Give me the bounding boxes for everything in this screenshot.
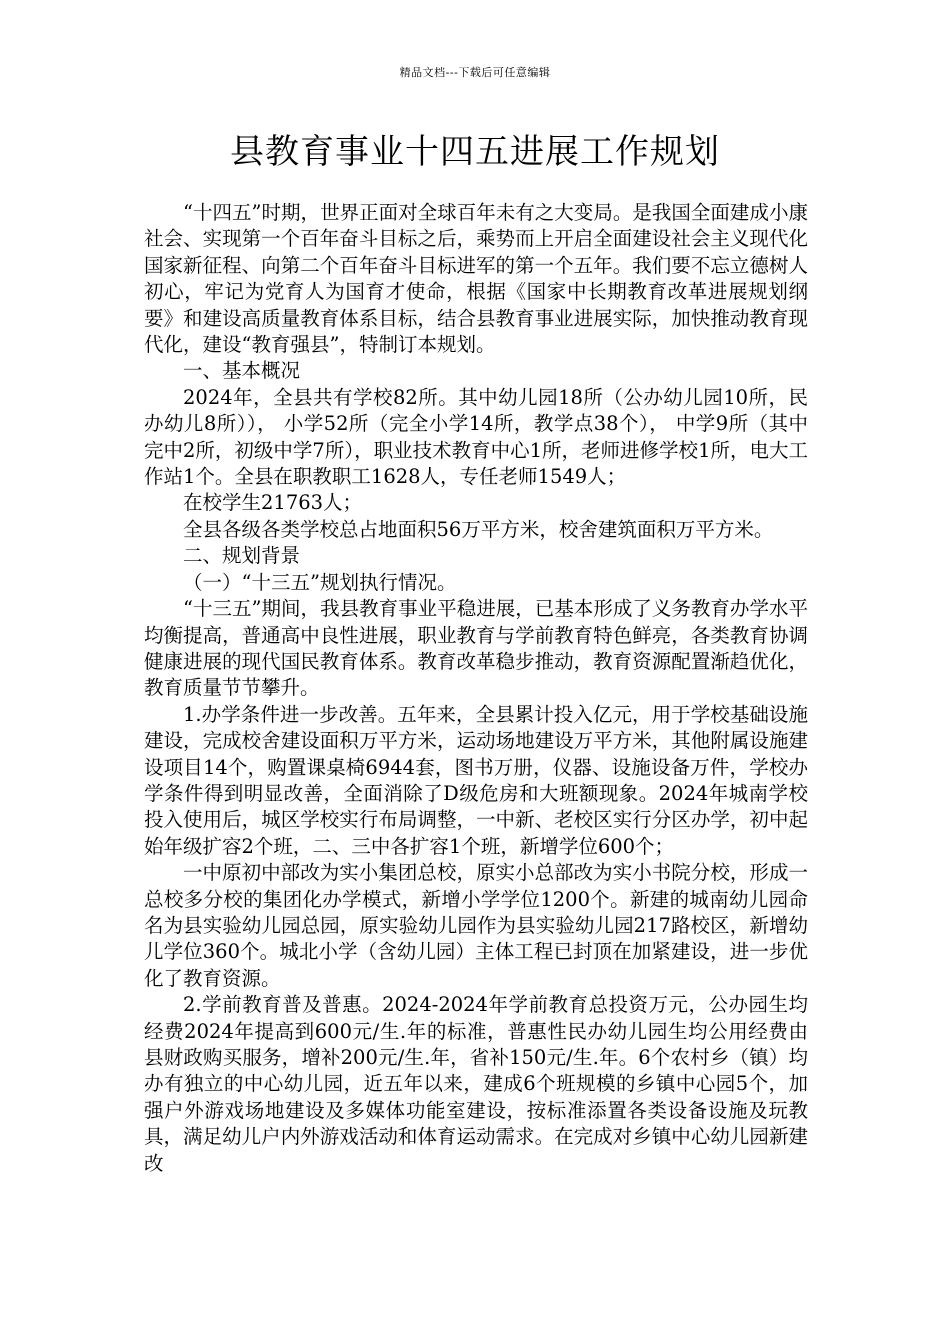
document-title: 县教育事业十四五进展工作规划: [230, 132, 720, 172]
conditions-paragraph: 1.办学条件进一步改善。五年来，全县累计投入亿元，用于学校基础设施建设，完成校舍建设面积万平方米，运动场地建设万平方米，其他附属设施建设项目14个，购置课桌椅6944套，图书万册，仪器、设施设备万件，学校办学条件得到明显改善，全面消除了D级危房和大班额现象。2024年城南学校投入使用后，城区学校实行布局调整，一中新、老校区实行分区办学，初中起始年级扩容2个班，二、三中各扩容1个班，新增学位600个；: [144, 702, 808, 858]
sub-heading-execution: （一）“十三五”规划执行情况。: [183, 570, 457, 594]
intro-paragraph: “十四五”时期，世界正面对全球百年未有之大变局。是我国全面建成小康社会、实现第一个百年奋斗目标之后，乘势而上开启全面建设社会主义现代化国家新征程、向第二个百年奋斗目标进军的第一个五年。我们要不忘立德树人初心，牢记为党育人为国育才使命，根据《国家中长期教育改革进展规划纲要》和建设高质量教育体系目标，结合县教育事业进展实际，加快推动教育现代化，建设“教育强县”，特制订本规划。: [144, 201, 808, 357]
preschool-paragraph: 2.学前教育普及普惠。2024-2024年学前教育总投资万元，公办园生均经费2024年提高到600元/生.年的标准，普惠性民办幼儿园生均公用经费由县财政购买服务，增补200元/生.年，省补150元/生.年。6个农村乡（镇）均办有独立的中心幼儿园，近五年以来，建成6个班规模的乡镇中心园5个，加强户外游戏场地建设及多媒体功能室建设，按标准添置各类设备设施及玩教具，满足幼儿户内外游戏活动和体育运动需求。在完成对乡镇中心幼儿园新建改: [144, 993, 808, 1175]
overview-paragraph: 2024年，全县共有学校82所。其中幼儿园18所（公办幼儿园10所，民办幼儿8所））， 小学52所（完全小学14所，教学点38个）， 中学9所（其中完中2所，初级中学7所），职业技术教育中心1所，老师进修学校1所，电大工作站1个。全县在职教职工1628人，专任老师1549人；: [144, 385, 808, 489]
section-heading-overview: 一、基本概况: [183, 359, 301, 383]
students-paragraph: 在校学生21763人；: [183, 491, 363, 515]
header-note: 精品文档---下载后可任意编辑: [399, 66, 551, 79]
document-body: [144, 200, 808, 1177]
area-paragraph: 全县各级各类学校总占地面积56万平方米，校舍建筑面积万平方米。: [183, 517, 774, 541]
section-heading-background: 二、规划背景: [183, 544, 301, 568]
execution-paragraph: “十三五”期间，我县教育事业平稳进展，已基本形成了义务教育办学水平均衡提高，普通高中良性进展，职业教育与学前教育特色鲜亮，各类教育协调健康进展的现代国民教育体系。教育改革稳步推动，教育资源配置渐趋优化，教育质量节节攀升。: [144, 597, 808, 700]
group-school-paragraph: 一中原初中部改为实小集团总校，原实小总部改为实小书院分校，形成一总校多分校的集团化办学模式，新增小学学位1200个。新建的城南幼儿园命名为县实验幼儿园总园，原实验幼儿园作为县实验幼儿园217路校区，新增幼儿学位360个。城北小学（含幼儿园）主体工程已封顶在加紧建设，进一步优化了教育资源。: [144, 861, 808, 990]
